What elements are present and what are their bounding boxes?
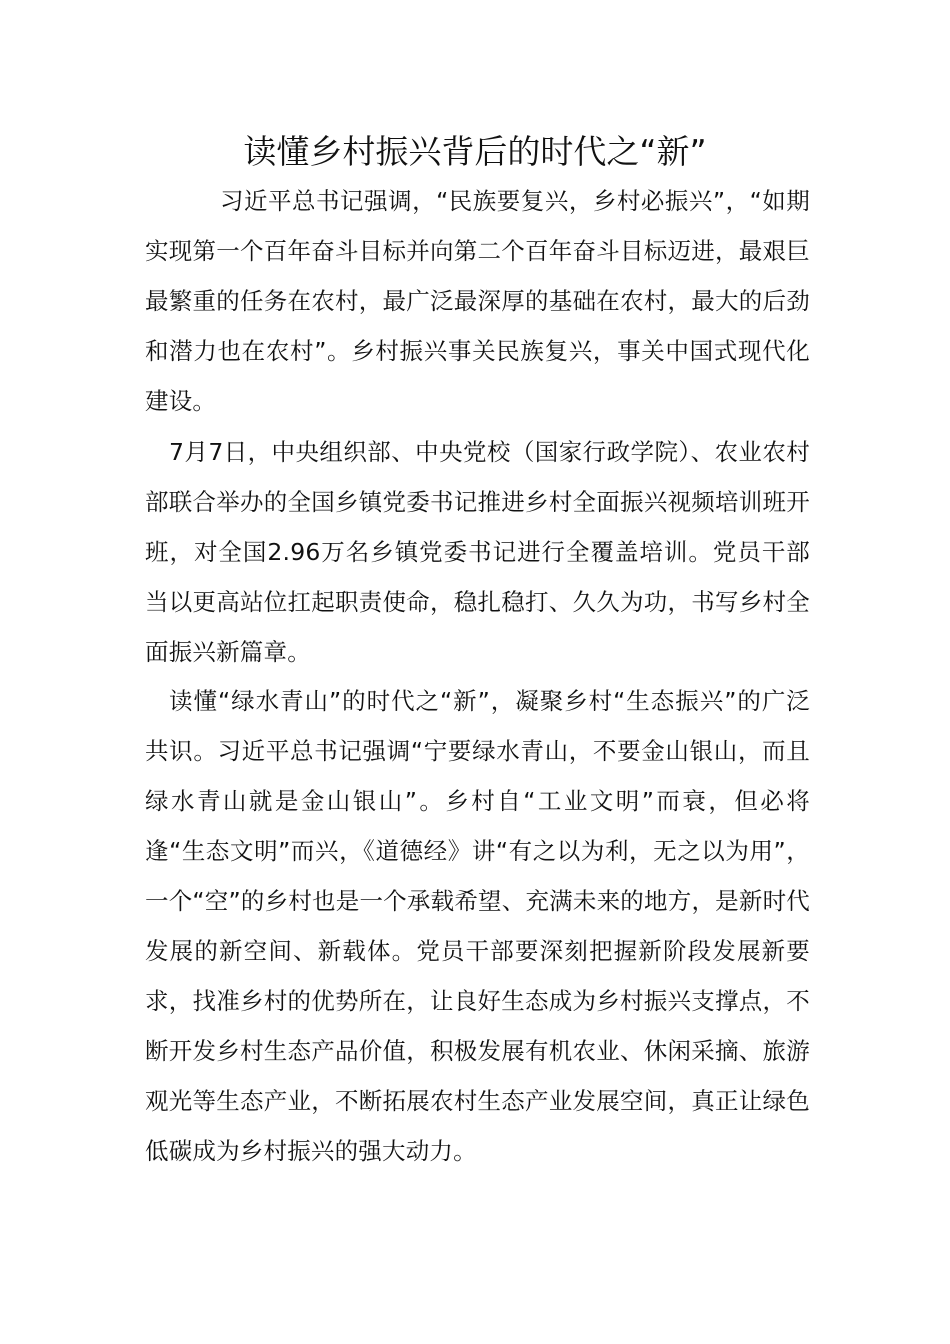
paragraph-1: 习近平总书记强调，“民族要复兴，乡村必振兴”，“如期实现第一个百年奋斗目标并向第二个百年奋斗目标迈进，最艰巨最繁重的任务在农村，最广泛最深厚的基础在农村，最大的后劲和潜力也在农村”。乡村振兴事关民族复兴，事关中国式现代化建设。	[145, 187, 810, 415]
document-title: 读懂乡村振兴背后的时代之“新”	[243, 132, 707, 171]
paragraph-3: 读懂“绿水青山”的时代之“新”，凝聚乡村“生态振兴”的广泛共识。习近平总书记强调“宁要绿水青山，不要金山银山，而且绿水青山就是金山银山”。乡村自“工业文明”而衰，但必将逢“生态文明”而兴，《道德经》讲“有之以为利，无之以为用”，一个“空”的乡村也是一个承载希望、充满未来的地方，是新时代发展的新空间、新载体。党员干部要深刻把握新阶段发展新要求，找准乡村的优势所在，让良好生态成为乡村振兴支撑点，不断开发乡村生态产品价值，积极发展有机农业、休闲采摘、旅游观光等生态产业，不断拓展农村生态产业发展空间，真正让绿色低碳成为乡村振兴的强大动力。	[145, 687, 810, 1165]
paragraph-2: 7月7日，中央组织部、中央党校（国家行政学院）、农业农村部联合举办的全国乡镇党委书记推进乡村全面振兴视频培训班开班，对全国2.96万名乡镇党委书记进行全覆盖培训。党员干部当以更高站位扛起职责使命，稳扎稳打、久久为功，书写乡村全面振兴新篇章。	[145, 438, 810, 666]
